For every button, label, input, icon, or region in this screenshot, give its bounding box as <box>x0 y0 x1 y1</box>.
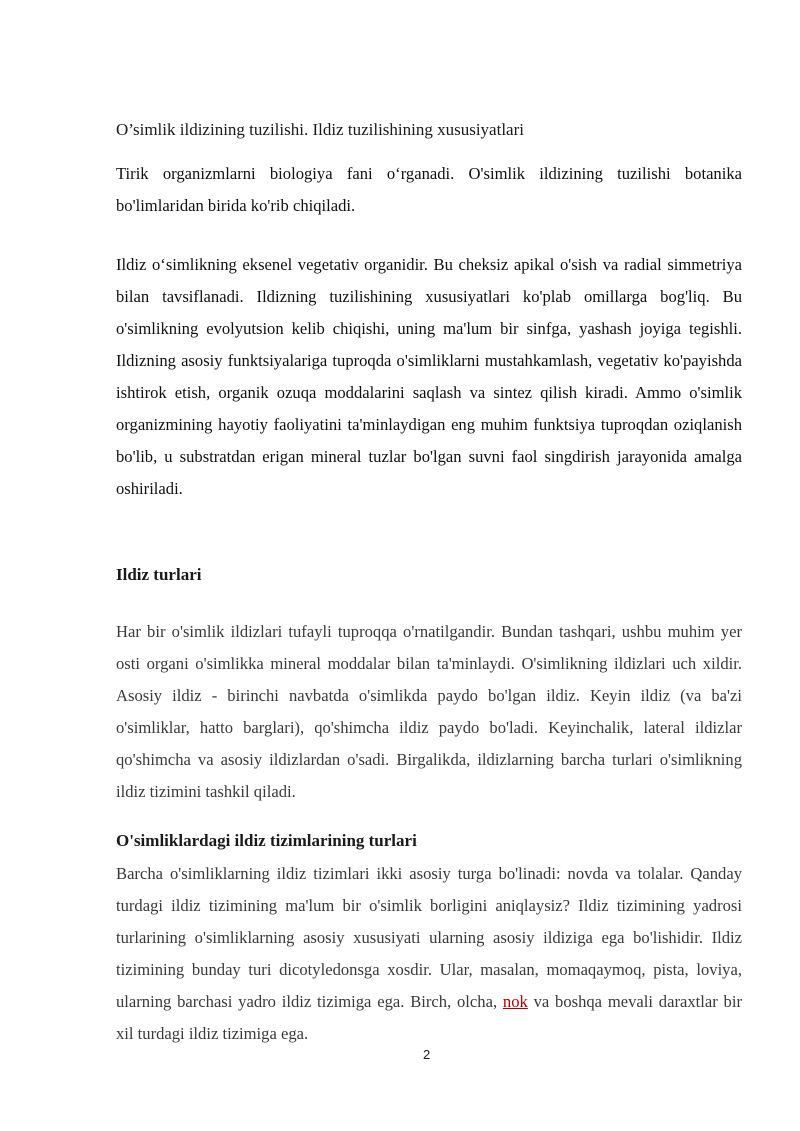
page-number: 2 <box>423 1047 431 1062</box>
nok-link[interactable]: nok <box>502 992 528 1011</box>
heading-root-types: Ildiz turlari <box>116 565 202 584</box>
document-title: O’simlik ildizining tuzilishi. Ildiz tuzilishining xususiyatlari <box>116 120 524 139</box>
heading-root-systems: O'simliklardagi ildiz tizimlarining turlari <box>116 831 417 850</box>
paragraph-root-systems-text-2: va boshqa mevali daraxtlar bir xil turdagi ildiz tizimiga ega. <box>116 992 742 1043</box>
paragraph-root-types: Har bir o'simlik ildizlari tufayli tuproqqa o'rnatilgandir. Bundan tashqari, ushbu muhim yer osti organi o'simlikka mineral moddalar bilan ta'minlaydi. O'simlikning ildizlari uch xildir. Asosiy ildiz - birinchi navbatda o'simlikda paydo bo'lgan ildiz. Keyin ildiz (va ba'zi o'simliklar, hatto barglari), qo'shimcha ildiz paydo bo'ladi. Keyinchalik, lateral ildizlar qo'shimcha va asosiy ildizlardan o'sadi. Birgalikda, ildizlarning barcha turlari o'simlikning ildiz tizimini tashkil qiladi. <box>116 622 742 801</box>
paragraph-root-description: Ildiz o‘simlikning eksenel vegetativ organidir. Bu cheksiz apikal o'sish va radial simmetriya bilan tavsiflanadi. Ildizning tuzilishining xususiyatlari ko'plab omillarga bog'liq. Bu o'simlikning evolyutsion kelib chiqishi, uning ma'lum bir sinfga, yashash joyiga tegishli. Ildizning asosiy funktsiyalariga tuproqda o'simliklarni mustahkamlash, vegetativ ko'payishda ishtirok etish, organik ozuqa moddalarini saqlash va sintez qilish kiradi. Ammo o'simlik organizmining hayotiy faoliyatini ta'minlaydigan eng muhim funktsiya tuproqdan oziqlanish bo'lib, u substratdan erigan mineral tuzlar bo'lgan suvni faol singdirish jarayonida amalga oshiriladi. <box>116 255 742 498</box>
paragraph-intro: Tirik organizmlarni biologiya fani o‘rganadi. O'simlik ildizining tuzilishi botanika bo'limlaridan birida ko'rib chiqiladi. <box>116 164 742 215</box>
paragraph-root-systems-text-1: Barcha o'simliklarning ildiz tizimlari ikki asosiy turga bo'linadi: novda va tolalar. Qanday turdagi ildiz tizimining ma'lum bir o'simlik borligini aniqlaysiz? Ildiz tizimining yadrosi turlarining o'simliklarning asosiy xususiyati ularning asosiy ildiziga ega bo'lishidir. Ildiz tizimining bunday turi dicotyledonsga xosdir. Ular, masalan, momaqaymoq, pista, loviya, ularning barchasi yadro ildiz tizimiga ega. Birch, olcha, <box>116 864 742 1011</box>
paragraph-root-systems <box>116 858 742 1058</box>
